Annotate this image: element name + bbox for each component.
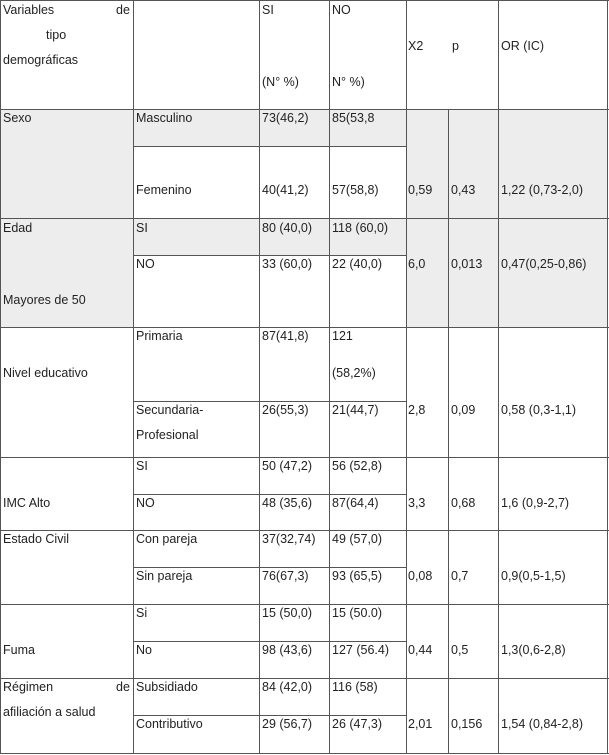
row-label-edad-mayores: Mayores de 50	[3, 293, 86, 307]
header-variables-de: de	[116, 3, 130, 17]
educ-si-2: 26(55,3)	[262, 403, 309, 417]
fuma-or: 1,3(0,6-2,8)	[501, 643, 566, 657]
grid-line	[607, 0, 608, 754]
regimen-x2: 2,01	[408, 717, 433, 731]
header-si: SI	[262, 3, 274, 17]
header-variables-demograficas: demográficas	[3, 53, 79, 67]
grid-line	[0, 0, 1, 754]
grid-line	[133, 567, 407, 568]
row-label-regimen-de: de	[116, 680, 130, 694]
fuma-no-1: 15 (50.0)	[332, 606, 383, 620]
educ-no-1b: (58,2%)	[332, 366, 376, 380]
grid-line	[0, 109, 609, 110]
grid-line	[133, 255, 407, 256]
fuma-p: 0,5	[451, 643, 469, 657]
sexo-si-2: 40(41,2)	[262, 183, 309, 197]
educ-no-1a: 121	[332, 329, 353, 343]
sexo-si-1: 73(46,2)	[262, 111, 309, 125]
row-label-sexo: Sexo	[3, 111, 32, 125]
sexo-no-1: 85(53,8	[332, 111, 375, 125]
edad-si-2: 33 (60,0)	[262, 257, 313, 271]
header-si-unit: (N° %)	[262, 75, 299, 89]
grid-line	[0, 0, 609, 1]
category-subsidiado: Subsidiado	[136, 680, 198, 694]
category-primaria: Primaria	[136, 329, 183, 343]
category-con-pareja: Con pareja	[136, 532, 198, 546]
row-label-nivel-educativo: Nivel educativo	[3, 366, 88, 380]
civil-si-2: 76(67,3)	[262, 569, 309, 583]
sexo-x2: 0,59	[408, 183, 433, 197]
edad-x2: 6,0	[408, 257, 426, 271]
imc-p: 0,68	[451, 496, 476, 510]
civil-x2: 0,08	[408, 569, 433, 583]
fuma-category-si: Si	[136, 606, 148, 620]
category-profesional: Profesional	[136, 428, 199, 442]
educ-si-1: 87(41,8)	[262, 329, 309, 343]
edad-or: 0,47(0,25-0,86)	[501, 257, 587, 271]
civil-no-2: 93 (65,5)	[332, 569, 383, 583]
grid-line	[0, 327, 609, 328]
grid-line	[133, 494, 407, 495]
sexo-no-2: 57(58,8)	[332, 183, 379, 197]
grid-line	[133, 641, 407, 642]
civil-p: 0,7	[451, 569, 469, 583]
imc-category-si: SI	[136, 459, 148, 473]
regimen-or: 1,54 (0,84-2,8)	[501, 717, 583, 731]
header-no: NO	[332, 3, 351, 17]
educ-no-2: 21(44,7)	[332, 403, 379, 417]
edad-category-no: NO	[136, 257, 155, 271]
row-label-edad: Edad	[3, 221, 33, 235]
edad-no-1: 118 (60,0)	[332, 221, 389, 235]
imc-si-1: 50 (47,2)	[262, 459, 313, 473]
grid-line	[259, 0, 260, 754]
imc-or: 1,6 (0,9-2,7)	[501, 496, 570, 510]
educ-p: 0,09	[451, 403, 476, 417]
header-no-unit: N° %)	[332, 75, 365, 89]
category-sin-pareja: Sin pareja	[136, 569, 193, 583]
sexo-p: 0,43	[451, 183, 476, 197]
regimen-no-1: 116 (58)	[332, 680, 378, 694]
grid-line	[133, 715, 407, 716]
fuma-x2: 0,44	[408, 643, 433, 657]
row-label-imc: IMC Alto	[3, 496, 51, 510]
header-variables-tipo: tipo	[46, 28, 67, 42]
civil-or: 0,9(0,5-1,5)	[501, 569, 566, 583]
civil-no-1: 49 (57,0)	[332, 532, 383, 546]
row-label-fuma: Fuma	[3, 643, 35, 657]
regimen-p: 0,156	[451, 717, 483, 731]
fuma-si-2: 98 (43,6)	[262, 643, 313, 657]
edad-no-2: 22 (40,0)	[332, 257, 383, 271]
imc-x2: 3,3	[408, 496, 426, 510]
imc-si-2: 48 (35,6)	[262, 496, 313, 510]
grid-line	[0, 457, 609, 458]
category-secundaria: Secundaria-	[136, 403, 204, 417]
regimen-si-2: 29 (56,7)	[262, 717, 313, 731]
edad-p: 0,013	[451, 257, 483, 271]
row-label-afiliacion: afiliación a salud	[3, 705, 96, 719]
grid-line	[133, 146, 407, 147]
row-label-estado-civil: Estado Civil	[3, 532, 69, 546]
grid-line	[498, 0, 499, 754]
category-contributivo: Contributivo	[136, 717, 203, 731]
regimen-no-2: 26 (47,3)	[332, 717, 383, 731]
imc-no-1: 56 (52,8)	[332, 459, 383, 473]
category-masculino: Masculino	[136, 111, 193, 125]
header-or: OR (IC)	[501, 39, 545, 53]
fuma-si-1: 15 (50,0)	[262, 606, 313, 620]
edad-si-1: 80 (40,0)	[262, 221, 313, 235]
header-p: p	[452, 39, 459, 53]
fuma-no-2: 127 (56.4)	[332, 643, 389, 657]
category-femenino: Femenino	[136, 183, 192, 197]
row-label-regimen: Régimen	[3, 680, 54, 694]
grid-line	[406, 0, 407, 754]
edad-category-si: SI	[136, 221, 148, 235]
fuma-category-no: No	[136, 643, 152, 657]
imc-category-no: NO	[136, 496, 155, 510]
educ-or: 0,58 (0,3-1,1)	[501, 403, 577, 417]
grid-line	[329, 0, 330, 754]
civil-si-1: 37(32,74)	[262, 532, 316, 546]
header-x2: X2	[408, 39, 424, 53]
grid-line	[0, 753, 609, 754]
header-variables: Variables	[3, 3, 55, 17]
grid-line	[0, 530, 609, 531]
grid-line	[133, 0, 134, 754]
educ-x2: 2,8	[408, 403, 426, 417]
sexo-or: 1,22 (0,73-2,0)	[501, 183, 583, 197]
grid-line	[0, 604, 609, 605]
imc-no-2: 87(64,4)	[332, 496, 379, 510]
grid-line	[0, 678, 609, 679]
grid-line	[448, 109, 449, 754]
regimen-si-1: 84 (42,0)	[262, 680, 313, 694]
grid-line	[0, 218, 609, 219]
grid-line	[133, 401, 407, 402]
